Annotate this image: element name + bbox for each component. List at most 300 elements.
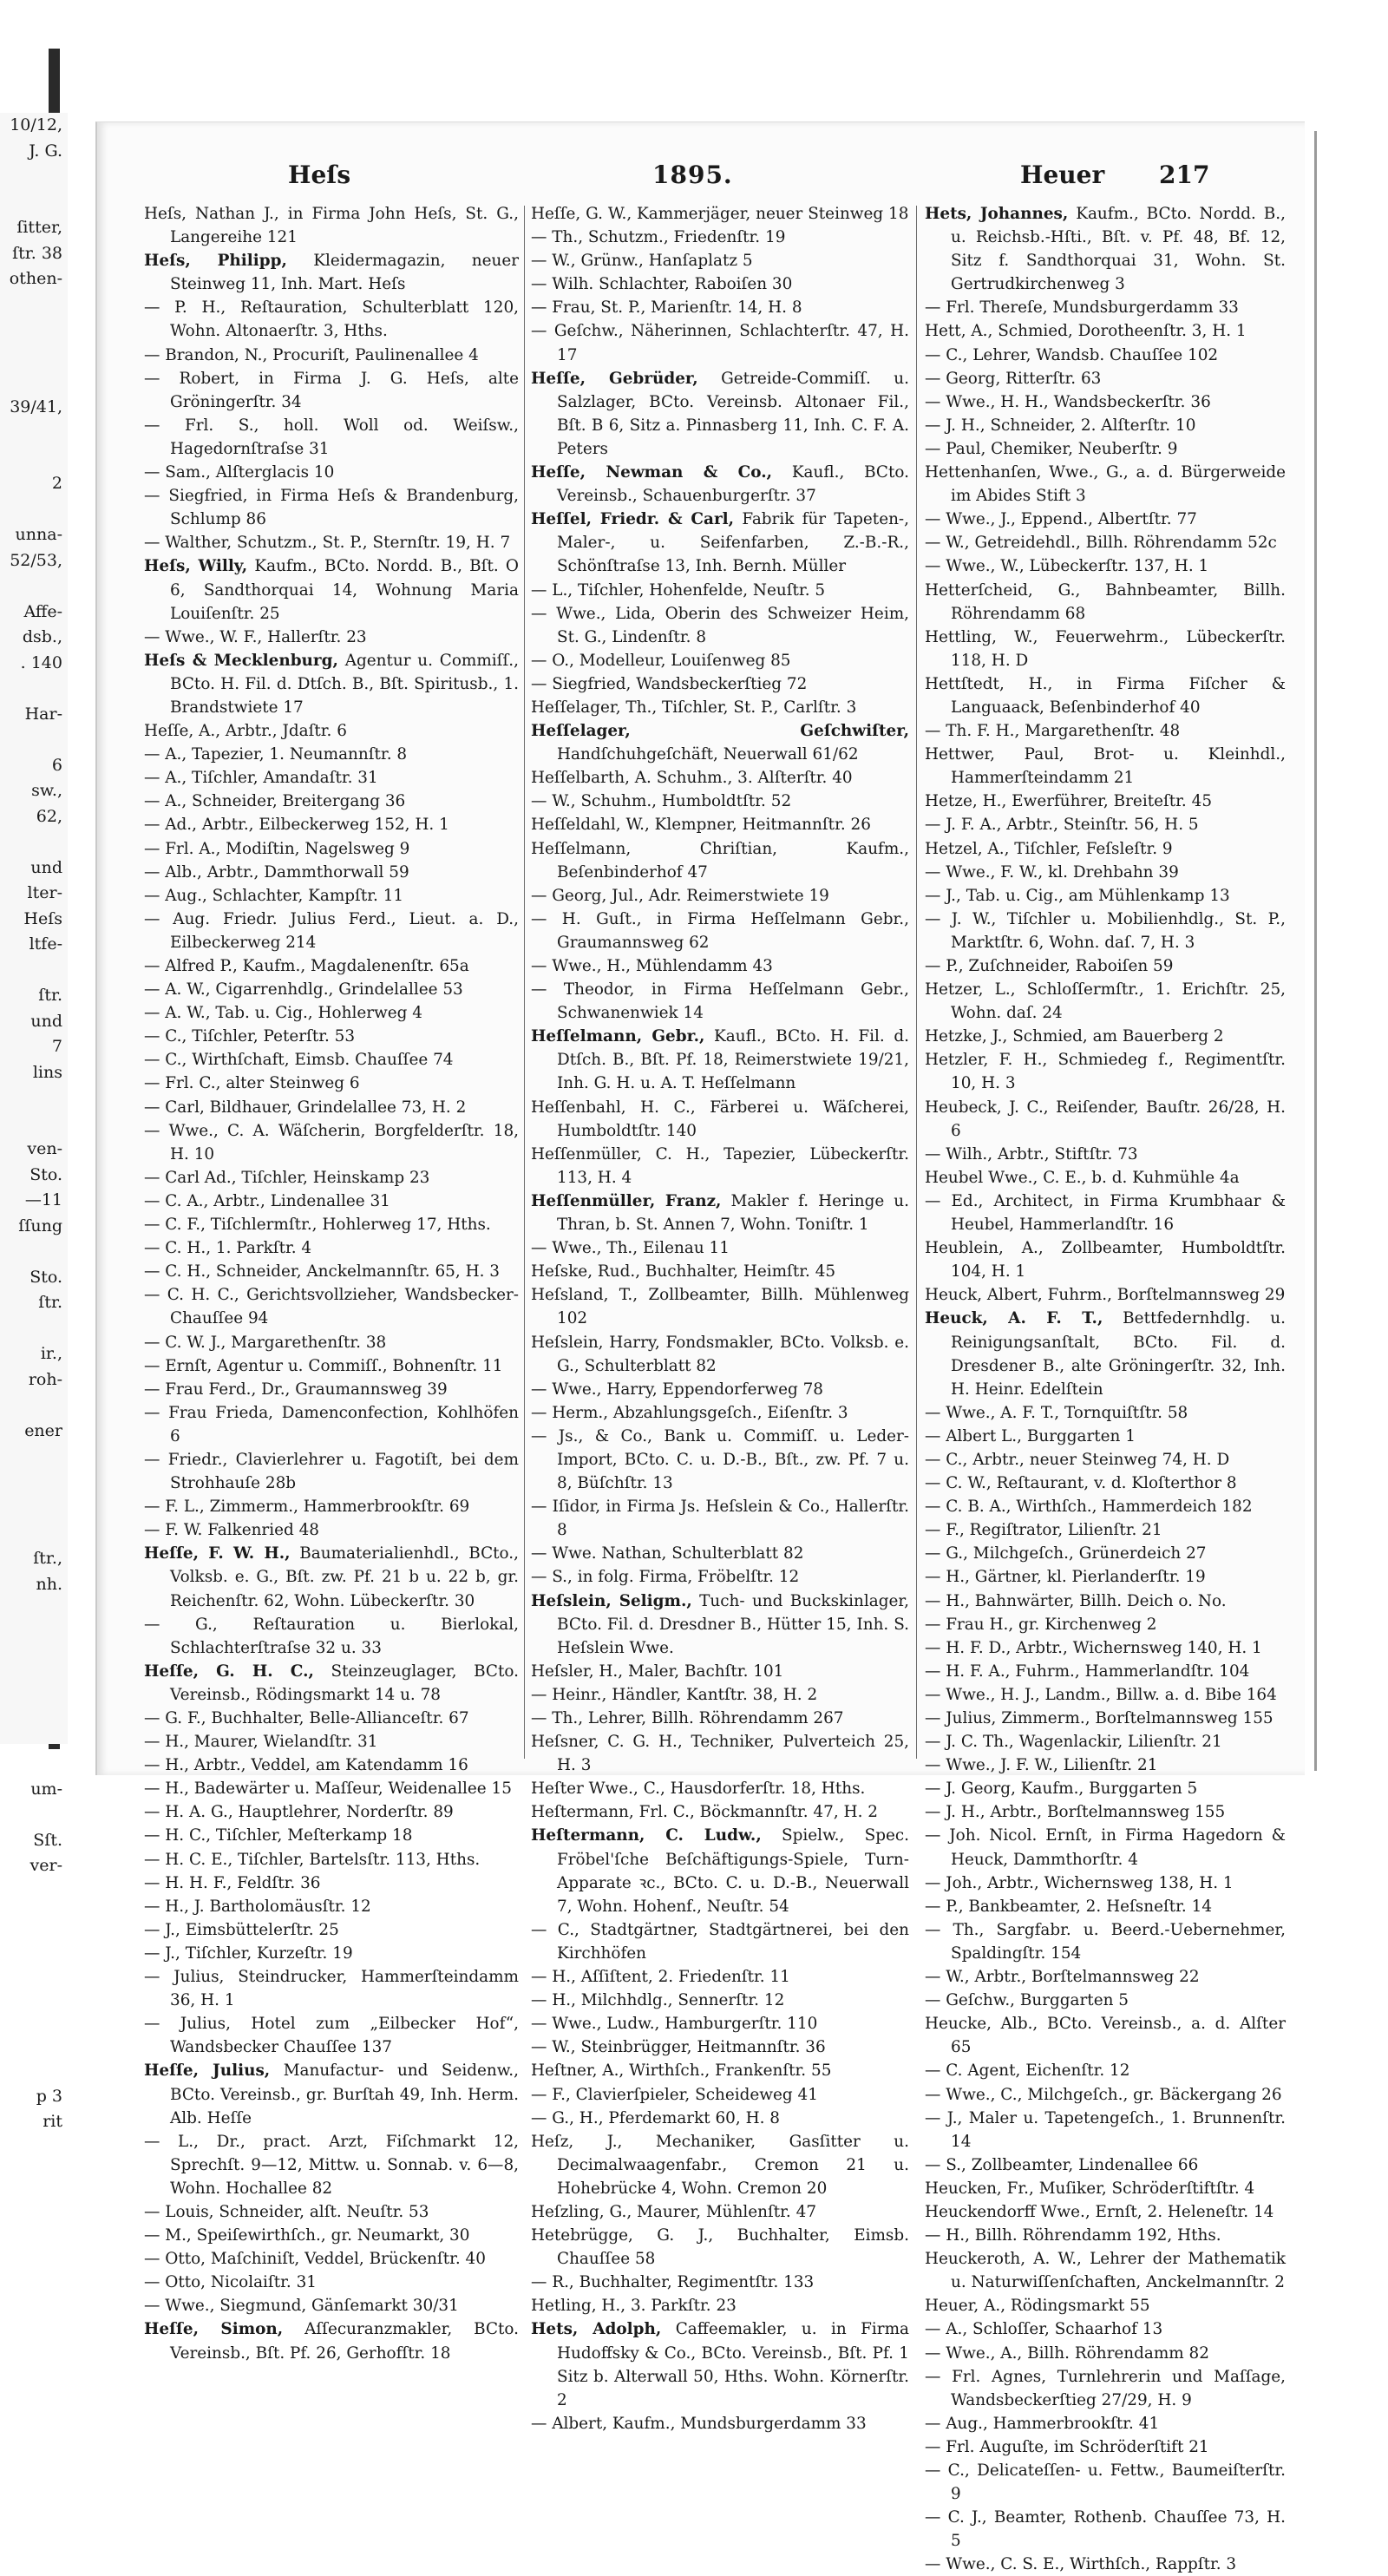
directory-entry (144, 1119, 519, 1166)
directory-entry (531, 1707, 909, 1730)
entry-text: — Otto, Maſchiniſt, Veddel, Brückenſtr. 40 (144, 2250, 486, 2269)
directory-entry (144, 249, 519, 296)
directory-entry (531, 2412, 909, 2435)
directory-entry (925, 2012, 1286, 2059)
entry-text: Heubeck, J. C., Reiſender, Bauſtr. 26/28, H. 6 (925, 1098, 1286, 1140)
entry-text: — H. F. A., Fuhrm., Hammerlandſtr. 104 (925, 1662, 1250, 1681)
margin-fragment: lins (32, 1062, 62, 1082)
directory-entry (925, 954, 1286, 978)
directory-entry (925, 2459, 1286, 2506)
entry-text: — C. W. J., Margarethenſtr. 38 (144, 1333, 387, 1352)
entry-text: — A., Schneider, Breitergang 36 (144, 792, 406, 811)
directory-entry (531, 837, 909, 884)
directory-entry (144, 1190, 519, 1213)
directory-entry (531, 1965, 909, 1989)
directory-entry (144, 1918, 519, 1942)
entry-text: — Wwe., H., Mühlendamm 43 (531, 957, 773, 975)
entry-text: Heſſelbarth, A. Schuhm., 3. Alſterſtr. 40 (531, 769, 853, 788)
entry-text: — Wwe., C. A. Wäſcherin, Borgfelderſtr. 18, H. 10 (144, 1121, 519, 1163)
entry-text: — Heinr., Händler, Kantſtr. 38, H. 2 (531, 1685, 818, 1704)
margin-fragment: nh. (36, 1574, 62, 1594)
directory-entry (531, 2200, 909, 2224)
directory-entry (925, 2107, 1286, 2153)
directory-entry (144, 649, 519, 719)
margin-fragment (0, 1495, 68, 1521)
entry-text: Heſzling, G., Maurer, Mühlenſtr. 47 (531, 2202, 817, 2221)
entry-text: — Walther, Schutzm., St. P., Sternſtr. 19, H. 7 (144, 534, 511, 553)
margin-fragment (0, 2058, 68, 2084)
column-divider (524, 206, 525, 1759)
entry-text: — Frl. C., alter Steinweg 6 (144, 1074, 360, 1093)
margin-fragment: roh- (28, 1369, 62, 1389)
margin-fragment: Har- (24, 704, 62, 724)
directory-entry (144, 2271, 519, 2294)
entry-name: Heſſe, G. H. C., (144, 1662, 314, 1681)
entry-text: — Joh. Nicol. Ernſt, in Firma Hagedorn & Heuck, Dammthorſtr. 4 (925, 1826, 1286, 1869)
directory-entry (925, 296, 1286, 319)
entry-text: Hetzer, L., Schloſſermſtr., 1. Erichſtr. 25, Wohn. daſ. 24 (925, 980, 1286, 1023)
directory-entry (925, 2083, 1286, 2107)
entry-text: — G., H., Pferdemarkt 60, H. 8 (531, 2108, 780, 2127)
entry-text: Baumaterialienhdl., BCto., Volksb. e. G., Bſt. zw. Pf. 21 b u. 22 b, gr. Reichenſtr. 62, Wohn. Lübeckerſtr. 30 (170, 1544, 519, 1610)
directory-entry (925, 719, 1286, 743)
directory-entry (925, 2365, 1286, 2412)
entry-text: — M., Speiſewirthſch., gr. Neumarkt, 30 (144, 2226, 470, 2245)
entry-text: — H., Billh. Röhrendamm 192, Hths. (925, 2226, 1221, 2245)
margin-fragment (0, 190, 68, 216)
entry-text: — Frau, St. P., Marienſtr. 14, H. 8 (531, 298, 802, 318)
directory-entry (531, 202, 909, 226)
directory-entry (531, 766, 909, 790)
margin-fragment: J. G. (29, 141, 62, 161)
margin-fragment: ltfe- (29, 934, 62, 954)
entry-text: — J., Tiſchler, Kurzeſtr. 19 (144, 1943, 353, 1963)
entry-text: Heſtermann, Frl. C., Böckmannſtr. 47, H. 2 (531, 1803, 878, 1822)
margin-fragment (0, 727, 68, 753)
entry-text: Hetling, H., 3. Parkſtr. 23 (531, 2297, 737, 2316)
directory-entry (531, 602, 909, 649)
entry-text: — H. H. F., Feldſtr. 36 (144, 1873, 321, 1892)
directory-entry (144, 1001, 519, 1025)
entry-text: — Alb., Arbtr., Dammthorwall 59 (144, 862, 409, 882)
directory-entry (925, 1166, 1286, 1190)
entry-text: — J. H., Arbtr., Borſtelmannsweg 155 (925, 1803, 1226, 1822)
entry-text: — Wwe., W., Lübeckerſtr. 137, H. 1 (925, 557, 1209, 576)
directory-entry (925, 2412, 1286, 2435)
directory-entry (144, 2294, 519, 2317)
entry-name: Heſs & Mecklenburg, (144, 651, 338, 670)
margin-fragment: Sſt. (33, 1830, 62, 1850)
margin-fragment (0, 1239, 68, 1265)
directory-entry (925, 1448, 1286, 1472)
directory-entry (925, 837, 1286, 861)
margin-fragment (0, 1700, 68, 1726)
margin-fragment (0, 1316, 68, 1342)
margin-fragment: ſtr., (33, 1549, 62, 1568)
entry-text: Heſſe, A., Arbtr., Jdaſtr. 6 (144, 722, 347, 741)
directory-entry (144, 1260, 519, 1283)
directory-entry (925, 1636, 1286, 1660)
margin-fragment (0, 1085, 68, 1111)
directory-entry (925, 1236, 1286, 1283)
directory-entry (925, 2317, 1286, 2341)
entry-text: Kaufm., BCto. Nordd. B., Bſt. O 6, Sandthorquai 14, Wohnung Maria Louiſenſtr. 25 (170, 557, 519, 623)
directory-entry (531, 579, 909, 602)
entry-text: — C. F., Tiſchlermſtr., Hohlerweg 17, Hths. (144, 1216, 491, 1235)
entry-text: — H. A. G., Hauptlehrer, Norderſtr. 89 (144, 1803, 454, 1822)
directory-entry (531, 1425, 909, 1495)
directory-entry (144, 1942, 519, 1965)
entry-text: — J. F. A., Arbtr., Steinſtr. 56, H. 5 (925, 816, 1199, 835)
entry-text: — Wwe., H. J., Landm., Billw. a. d. Bibe 164 (925, 1685, 1277, 1704)
directory-entry (925, 1495, 1286, 1518)
entry-text: — Frl. A., Modiſtin, Nagelsweg 9 (144, 839, 410, 858)
margin-fragment (0, 1751, 68, 1777)
column-divider (916, 206, 917, 1759)
entry-name: Heſſe, Newman & Co., (531, 463, 773, 482)
directory-entry (925, 1730, 1286, 1753)
directory-entry (531, 2317, 909, 2411)
margin-fragment: unna- (15, 525, 62, 544)
directory-entry (144, 1707, 519, 1730)
margin-fragment (0, 369, 68, 395)
previous-page-margin (0, 113, 68, 2131)
entry-text: Heuck, Albert, Fuhrm., Borſtelmannsweg 29 (925, 1286, 1286, 1305)
directory-entry (925, 2294, 1286, 2317)
margin-fragment (0, 1444, 68, 1470)
entry-text: Hetzel, A., Tiſchler, Feſsleſtr. 9 (925, 839, 1173, 858)
entry-text: Heſſe, G. W., Kammerjäger, neuer Steinweg 18 (531, 205, 909, 223)
margin-fragment: 6 (51, 755, 62, 775)
directory-entry (925, 2224, 1286, 2247)
directory-entry (925, 344, 1286, 367)
header-year: 1895. (652, 161, 733, 189)
entry-text: — P., Zuſchneider, Raboiſen 59 (925, 957, 1174, 975)
entry-text: — H., Bahnwärter, Billh. Deich o. No. (925, 1591, 1227, 1610)
entry-text: — L., Dr., pract. Arzt, Fiſchmarkt 12, Sprechſt. 9—12, Mittw. u. Sonnab. v. 6—8, Wohn. Hochallee 82 (144, 2132, 519, 2198)
directory-entry (531, 2012, 909, 2035)
entry-text: — G., Reſtauration u. Bierlokal, Schlachterſtraſse 32 u. 33 (144, 1615, 519, 1657)
entry-text: — Wwe., W. F., Hallerſtr. 23 (144, 627, 367, 646)
directory-entry (144, 2130, 519, 2200)
entry-text: Spielw., Spec. Fröbel'ſche Beſchäftigungs-Spiele, Turn-Apparate ꝛc., BCto. C. u. D.-B., Neuerwall 7, Wohn. Hohenf., Neuſtr. 54 (557, 1826, 909, 1916)
directory-entry (531, 2224, 909, 2271)
directory-entry (925, 1096, 1286, 1143)
margin-fragment: ſtr. (38, 986, 62, 1005)
margin-fragment: 52/53, (10, 550, 62, 570)
directory-entry (925, 1518, 1286, 1542)
entry-name: Hets, Adolph, (531, 2320, 662, 2339)
directory-entry (925, 1542, 1286, 1565)
directory-entry (531, 2083, 909, 2107)
entry-text: — A. W., Tab. u. Cig., Hohlerweg 4 (144, 1004, 422, 1023)
margin-fragment: ſtr. (38, 1293, 62, 1312)
entry-text: — W., Steinbrügger, Heitmannſtr. 36 (531, 2038, 826, 2057)
margin-fragment (0, 829, 68, 855)
margin-fragment: 7 (51, 1037, 62, 1056)
directory-entry (144, 484, 519, 531)
entry-text: Heuckendorff Wwe., Ernſt, 2. Heleneſtr. 14 (925, 2202, 1274, 2221)
directory-entry (925, 790, 1286, 813)
directory-entry (531, 790, 909, 813)
margin-fragment (0, 1956, 68, 1982)
margin-fragment: dsb., (22, 627, 62, 646)
directory-entry (531, 1025, 909, 1095)
entry-text: — Aug., Hammerbrookſtr. 41 (925, 2414, 1160, 2433)
directory-entry (531, 1236, 909, 1260)
directory-entry (144, 414, 519, 461)
entry-text: — Julius, Zimmerm., Borſtelmannsweg 155 (925, 1709, 1273, 1727)
margin-fragment (0, 446, 68, 472)
directory-entry (144, 461, 519, 484)
entry-text: Fabrik für Tapeten-, Maler-, u. Seifenfarben, Z.-B.-R., Schönſtraſse 13, Inh. Bernh. Müller (557, 510, 909, 576)
entry-text: — C. Agent, Eichenſtr. 12 (925, 2061, 1130, 2081)
column-2 (531, 202, 909, 2433)
directory-entry (531, 1800, 909, 1824)
entry-text: Hettling, W., Feuerwehrm., Lübeckerſtr. 118, H. D (925, 627, 1286, 670)
entry-text: — J., Eimsbüttelerſtr. 25 (144, 1920, 339, 1939)
directory-entry (144, 1660, 519, 1707)
entry-text: Heſſenmüller, C. H., Tapezier, Lübeckerſtr. 113, H. 4 (531, 1144, 909, 1187)
entry-text: — H., J. Bartholomäusſtr. 12 (144, 1897, 371, 1916)
entry-name: Heſſe, Julius, (144, 2061, 271, 2081)
entry-text: Tuch- und Buckskinlager, BCto. Fil. d. Dresdner B., Hütter 15, Inh. S. Heſslein Wwe. (557, 1591, 909, 1657)
entry-text: Heſſelager, Th., Tiſchler, St. P., Carlſtr. 3 (531, 698, 857, 717)
margin-fragment (0, 958, 68, 984)
entry-text: Heſſelmann, Chriſtian, Kaufm., Beſenbinderhof 47 (531, 839, 909, 882)
margin-fragment (0, 497, 68, 523)
entry-text: — Frau H., gr. Kirchenweg 2 (925, 1615, 1157, 1634)
directory-entry (531, 508, 909, 578)
directory-entry (531, 249, 909, 272)
directory-entry (925, 414, 1286, 437)
entry-text: — Wilh. Schlachter, Raboiſen 30 (531, 275, 793, 294)
directory-entry (531, 1096, 909, 1143)
entry-text: — Aug., Schlachter, Kampſtr. 11 (144, 886, 404, 905)
directory-entry (144, 1518, 519, 1542)
entry-text: Heſsland, T., Zollbeamter, Billh. Mühlenweg 102 (531, 1286, 909, 1328)
entry-text: — Herm., Abzahlungsgeſch., Eiſenſtr. 3 (531, 1403, 848, 1422)
margin-fragment (0, 1111, 68, 1137)
directory-entry (925, 2506, 1286, 2553)
entry-text: — J. H., Schneider, 2. Alſterſtr. 10 (925, 416, 1196, 435)
entry-text: — L., Tiſchler, Hohenfelde, Neuſtr. 5 (531, 580, 826, 600)
entry-text: Heſtner, A., Wirthſch., Frankenſtr. 55 (531, 2061, 832, 2081)
entry-text: — Frau Ferd., Dr., Graumannsweg 39 (144, 1380, 448, 1399)
margin-fragment: Heſs (23, 908, 62, 928)
entry-text: Heſs, Nathan J., in Firma John Heſs, St. G., Langereihe 121 (144, 205, 519, 247)
entry-text: — Paul, Chemiker, Neuberſtr. 9 (925, 439, 1178, 458)
entry-text: — G. F., Buchhalter, Belle-Allianceſtr. 67 (144, 1709, 469, 1727)
margin-fragment: Sto. (29, 1164, 62, 1184)
margin-fragment: Affe- (23, 601, 62, 621)
entry-text: — Wwe., J., Eppend., Albertſtr. 77 (925, 510, 1197, 529)
entry-text: — A., Tapezier, 1. Neumannſtr. 8 (144, 745, 408, 764)
entry-text: — Th., Schutzm., Friedenſtr. 19 (531, 228, 786, 247)
entry-text: — C. W., Reſtaurant, v. d. Kloſterthor 8 (925, 1474, 1237, 1493)
entry-text: Kaufm., BCto. Nordd. B., u. Reichsb.-Hſti., Bſt. v. Pf. 48, Bf. 12, Sitz f. Sandthorquai 31, Wohn. St. Gertrudkirchenweg 3 (951, 205, 1286, 294)
entry-name: Heſſel, Friedr. & Carl, (531, 510, 735, 529)
directory-entry (144, 719, 519, 743)
entry-text: — Albert L., Burggarten 1 (925, 1426, 1136, 1445)
margin-fragment: sw., (31, 781, 62, 800)
margin-fragment (0, 574, 68, 600)
directory-entry (144, 1448, 519, 1495)
entry-text: Hetzler, F. H., Schmiedeg f., Regimentſtr. 10, H. 3 (925, 1051, 1286, 1093)
entry-text: — Wwe., H. H., Wandsbeckerſtr. 36 (925, 392, 1211, 411)
directory-entry (144, 367, 519, 414)
entry-text: — Julius, Steindrucker, Hammerſteindamm 36, H. 1 (144, 1968, 519, 2010)
directory-entry (925, 319, 1286, 343)
entry-name: Heſs, Willy, (144, 557, 248, 576)
directory-entry (925, 390, 1286, 414)
directory-entry (925, 1707, 1286, 1730)
entry-text: Aſſecuranzmakler, BCto. Vereinsb., Bſt. Pf. 26, Gerhofſtr. 18 (170, 2320, 519, 2363)
directory-entry (925, 437, 1286, 461)
directory-entry (925, 1472, 1286, 1495)
entry-text: Steinzeuglager, BCto. Vereinsb., Rödingsmarkt 14 u. 78 (170, 1662, 519, 1704)
margin-fragment: und (30, 1011, 62, 1031)
directory-entry (531, 908, 909, 954)
entry-text: — Wwe. Nathan, Schulterblatt 82 (531, 1544, 804, 1563)
directory-entry (925, 1660, 1286, 1683)
entry-text: Hettenhanſen, Wwe., G., a. d. Bürgerweide im Abides Stift 3 (925, 463, 1286, 506)
directory-entry (925, 1590, 1286, 1613)
margin-fragment: ſtr. 38 (12, 243, 62, 263)
entry-text: — Wwe., F. W., kl. Drehbahn 39 (925, 862, 1179, 882)
directory-entry (531, 461, 909, 508)
directory-entry (925, 1918, 1286, 1965)
directory-entry (925, 2435, 1286, 2459)
margin-fragment: lter- (27, 883, 62, 902)
entry-text: Handſchuhgeſchäft, Neuerwall 61/62 (557, 745, 859, 764)
directory-entry (531, 1283, 909, 1330)
entry-text: — Carl, Bildhauer, Grindelallee 73, H. 2 (144, 1098, 467, 1117)
directory-entry (531, 1190, 909, 1236)
entry-text: — Alfred P., Kaufm., Magdalenenſtr. 65a (144, 957, 469, 975)
directory-entry (531, 1542, 909, 1565)
entry-name: Heſslein, Seligm., (531, 1591, 692, 1610)
directory-entry (531, 954, 909, 978)
directory-entry (144, 1354, 519, 1378)
entry-text: — C., Delicateſſen- u. Fettw., Baumeiſterſtr. 9 (925, 2461, 1286, 2504)
entry-text: Heſslein, Harry, Fondsmakler, BCto. Volksb. e. G., Schulterblatt 82 (531, 1333, 909, 1375)
directory-entry (925, 743, 1286, 790)
directory-entry (531, 1824, 909, 1917)
entry-text: Heſſeldahl, W., Klempner, Heitmannſtr. 26 (531, 816, 871, 835)
margin-fragment (0, 344, 68, 370)
directory-entry (925, 1871, 1286, 1895)
margin-fragment: ir., (40, 1344, 62, 1363)
entry-text: — Julius, Hotel zum „Eilbecker Hof“, Wandsbecker Chauſſee 137 (144, 2015, 519, 2057)
entry-text: — F., Clavierſpieler, Scheideweg 41 (531, 2085, 818, 2104)
entry-text: — Wilh., Arbtr., Stiftſtr. 73 (925, 1144, 1138, 1163)
entry-text: — J., Tab. u. Cig., am Mühlenkamp 13 (925, 886, 1230, 905)
margin-fragment: ſitter, (16, 218, 62, 237)
directory-entry (144, 296, 519, 343)
directory-entry (925, 1895, 1286, 1918)
page-number: 217 (1159, 161, 1210, 189)
entry-name: Heſſe, F. W. H., (144, 1544, 291, 1563)
entry-text: — C. H., Schneider, Anckelmannſtr. 65, H. 3 (144, 1262, 500, 1281)
header-left-keyword: Heſs (288, 161, 351, 189)
directory-entry (925, 367, 1286, 390)
directory-entry (144, 2200, 519, 2224)
directory-entry (531, 2130, 909, 2200)
directory-entry (925, 2342, 1286, 2365)
entry-text: — S., in folg. Firma, Fröbelſtr. 12 (531, 1568, 800, 1587)
entry-text: — Carl Ad., Tiſchler, Heinskamp 23 (144, 1168, 430, 1187)
directory-entry (144, 743, 519, 766)
directory-entry (144, 202, 519, 249)
entry-text: — Brandon, N., Procuriſt, Paulinenallee 4 (144, 345, 479, 364)
directory-entry (531, 1730, 909, 1777)
entry-text: Heucken, Fr., Muſiker, Schröderſtiftſtr. 4 (925, 2179, 1255, 2198)
entry-text: — H., Badewärter u. Maſſeur, Weidenallee 15 (144, 1780, 512, 1799)
entry-text: — Frau Frieda, Damenconfection, Kohlhöfen 6 (144, 1403, 519, 1445)
margin-fragment: um- (30, 1779, 62, 1799)
margin-fragment (0, 292, 68, 318)
margin-fragment: 39/41, (10, 397, 62, 416)
directory-entry (925, 2153, 1286, 2177)
entry-text: — C., Lehrer, Wandsb. Chauſſee 102 (925, 345, 1219, 364)
directory-entry (531, 672, 909, 696)
entry-text: — Geſchw., Burggarten 5 (925, 1991, 1129, 2010)
directory-entry (925, 861, 1286, 884)
entry-text: — H., Arbtr., Veddel, am Katendamm 16 (144, 1756, 468, 1775)
entry-text: Heſz, J., Mechaniker, Gasſitter u. Decimalwaagenfabr., Cremon 21 u. Hohebrücke 4, Wohn. Cremon 20 (531, 2132, 909, 2198)
directory-entry (925, 2059, 1286, 2082)
directory-entry (144, 1025, 519, 1048)
directory-entry (925, 1683, 1286, 1707)
directory-entry (144, 908, 519, 954)
entry-text: Hett, A., Schmied, Dorotheenſtr. 3, H. 1 (925, 322, 1247, 341)
directory-entry (531, 1495, 909, 1542)
entry-text: Heublein, A., Zollbeamter, Humboldtſtr. 104, H. 1 (925, 1239, 1286, 1281)
entry-text: Hettwer, Paul, Brot- u. Kleinhdl., Hammerſteindamm 21 (925, 745, 1286, 788)
entry-text: Kaufl., BCto. H. Fil. d. Dtſch. B., Bſt. Pf. 18, Reimerstwiete 19/21, Inh. G. H. u. A. T. Heſſelmann (557, 1027, 909, 1093)
entry-text: — Wwe., Harry, Eppendorferweg 78 (531, 1380, 823, 1399)
entry-text: Bettfedernhdlg. u. Reinigungsanſtalt, BCto. Fil. d. Dresdener B., alte Gröningerſtr. 32, Inh. H. Heinr. Edelſtein (951, 1309, 1286, 1399)
margin-fragment (0, 676, 68, 702)
entry-text: — Th. F. H., Margarethenſtr. 48 (925, 722, 1181, 741)
entry-name: Heuck, A. F. T., (925, 1309, 1103, 1328)
entry-text: Caffeemakler, u. in Firma Hudoffsky & Co., BCto. Vereinsb., Bſt. Pf. 1 Sitz b. Alterwall 50, Hths. Wohn. Körnerſtr. 2 (557, 2320, 909, 2409)
entry-text: — H., Gärtner, kl. Pierlanderſtr. 19 (925, 1568, 1206, 1587)
directory-entry (144, 1096, 519, 1119)
margin-fragment (0, 1726, 68, 1752)
margin-fragment (0, 1930, 68, 1957)
directory-entry (144, 1613, 519, 1660)
entry-text: — Wwe., Th., Eilenau 11 (531, 1239, 730, 1258)
directory-entry (531, 1660, 909, 1683)
margin-fragment (0, 164, 68, 190)
entry-text: — F., Regiſtrator, Lilienſtr. 21 (925, 1521, 1162, 1540)
directory-entry (925, 908, 1286, 954)
directory-entry (925, 1989, 1286, 2012)
entry-text: — Wwe., C., Milchgeſch., gr. Bäckergang 26 (925, 2085, 1282, 2104)
directory-entry (144, 1777, 519, 1800)
directory-entry (925, 1401, 1286, 1425)
directory-entry (144, 1800, 519, 1824)
directory-entry (144, 1331, 519, 1354)
entry-text: — C. H. C., Gerichtsvollzieher, Wandsbecker-Chauſſee 94 (144, 1286, 519, 1328)
entry-text: — C., Stadtgärtner, Stadtgärtnerei, bei den Kirchhöfen (531, 1920, 909, 1963)
margin-fragment (0, 1675, 68, 1701)
directory-entry (144, 2059, 519, 2129)
entry-text: — Th., Lehrer, Billh. Röhrendamm 267 (531, 1709, 844, 1727)
margin-fragment (0, 2033, 68, 2059)
